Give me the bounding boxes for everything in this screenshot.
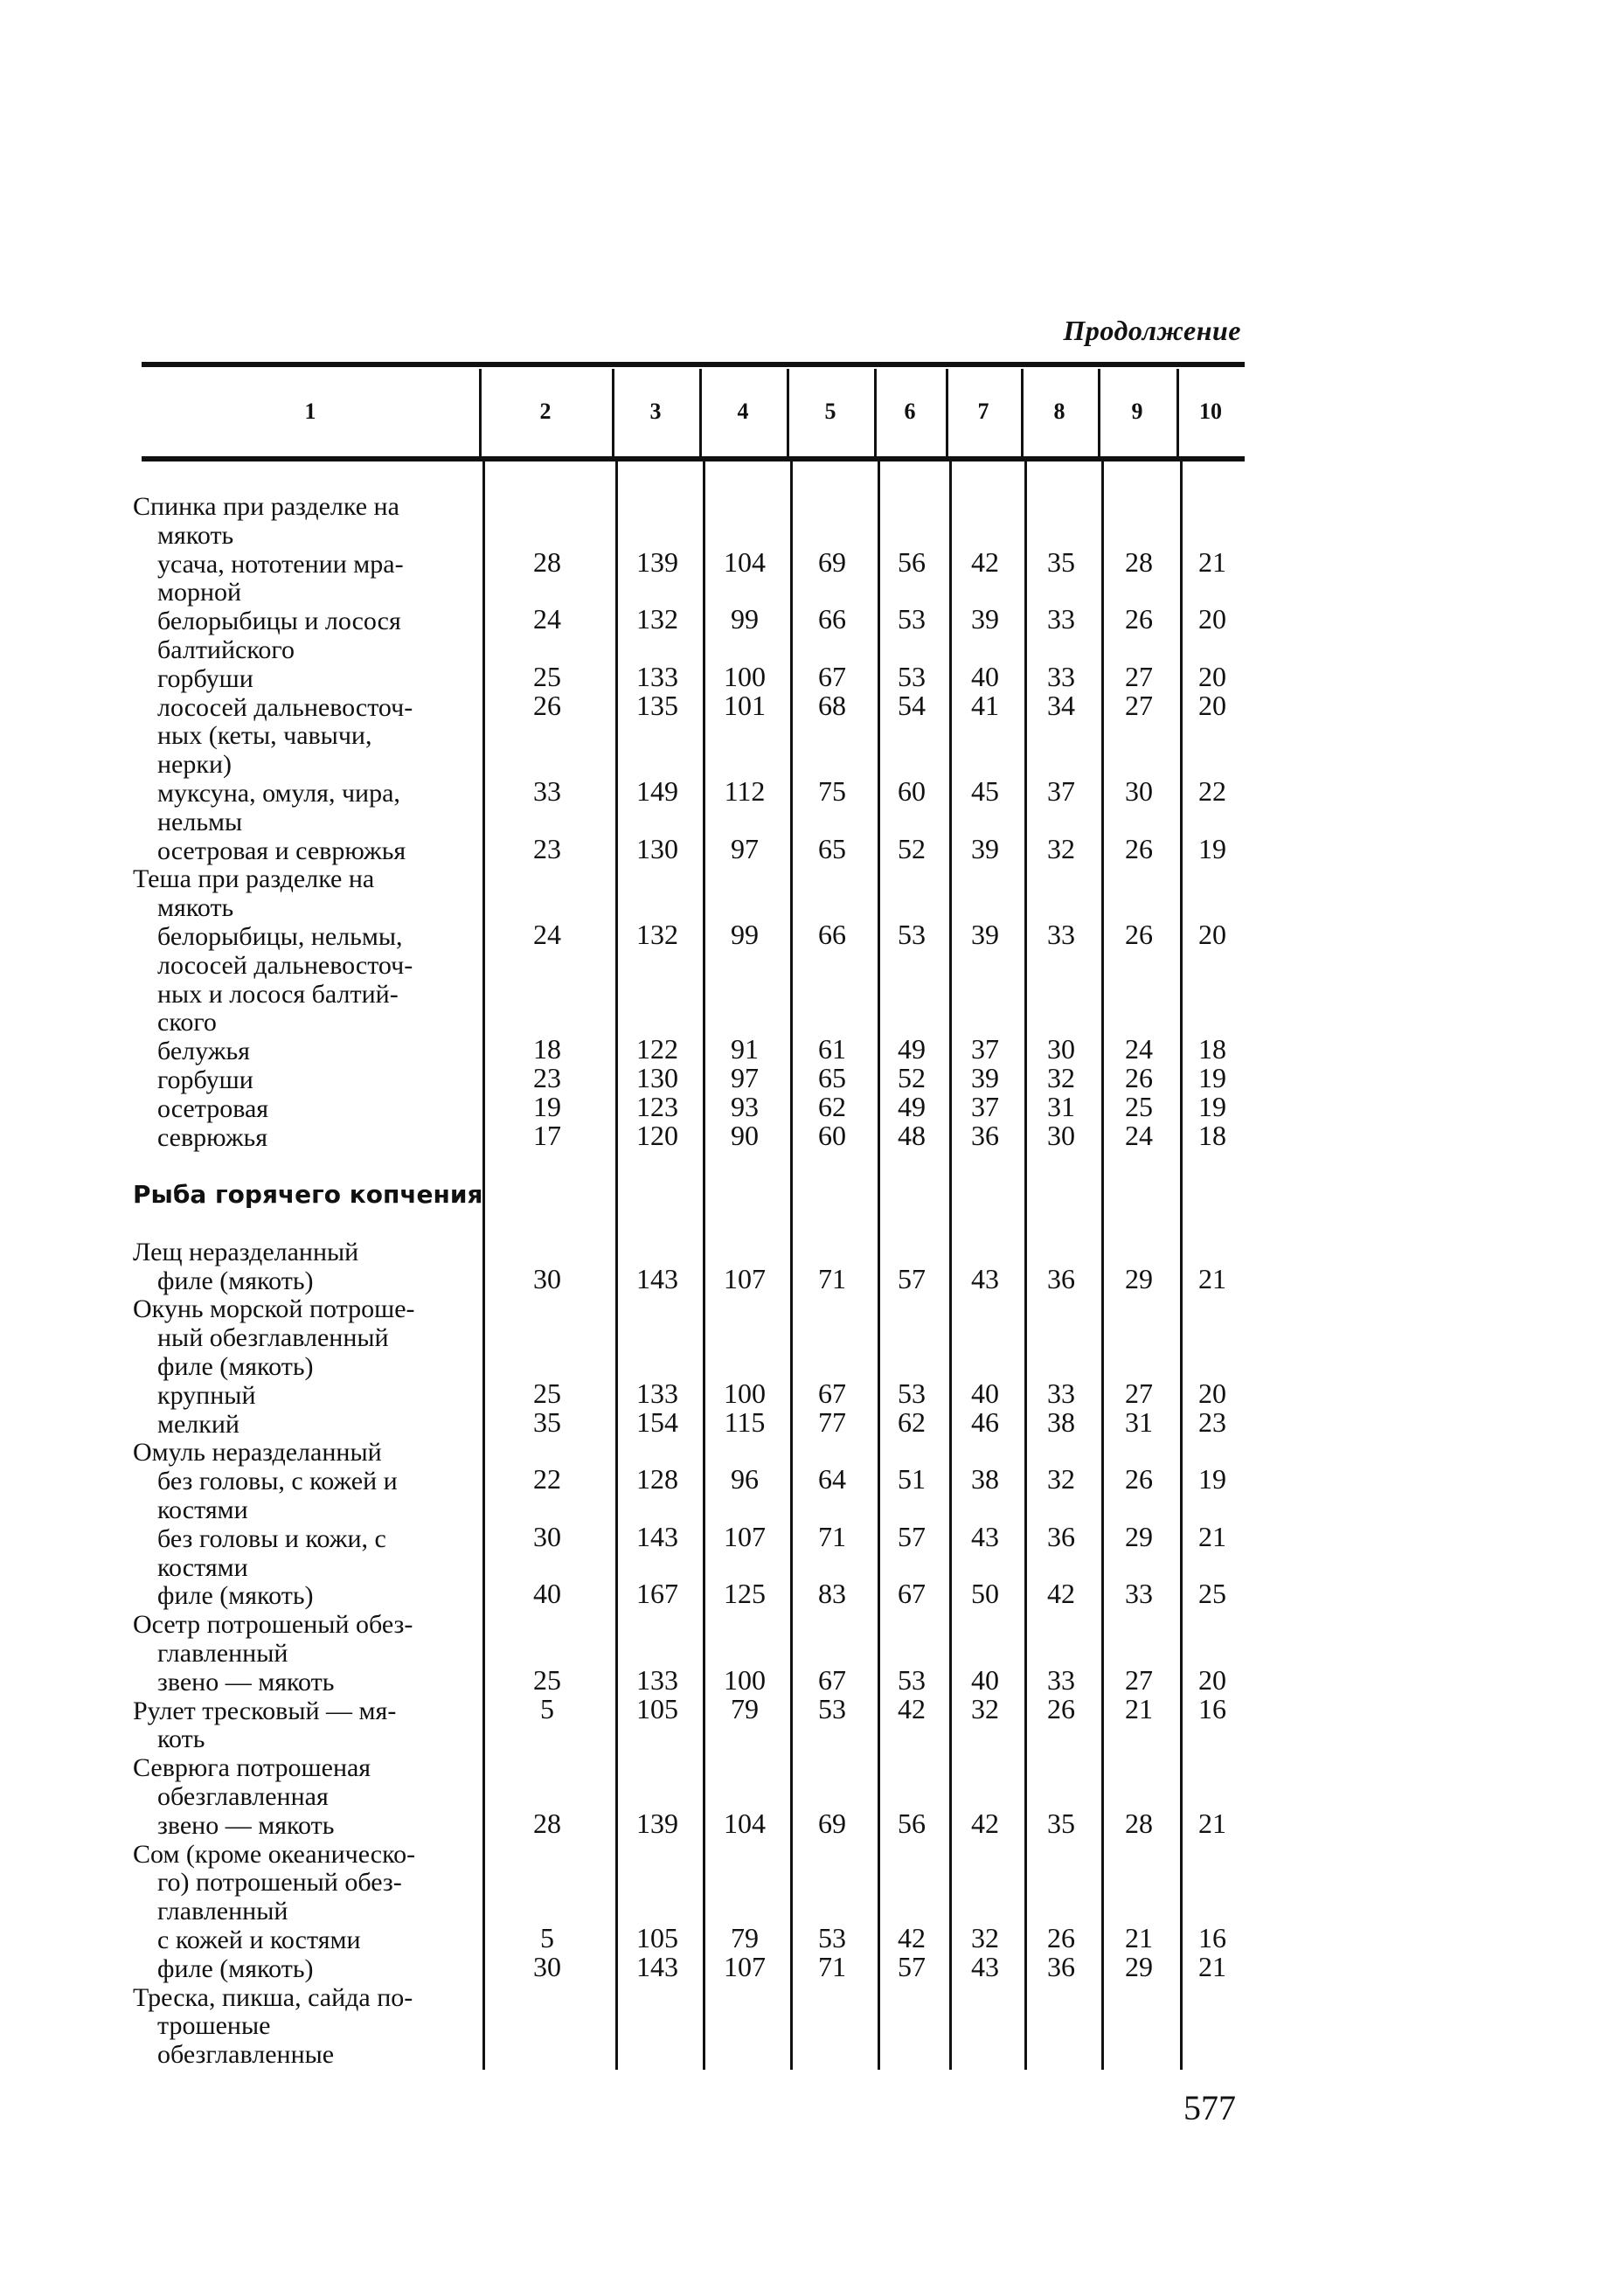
cell-value: 17 [533,1119,561,1151]
cell-value: 29 [1125,1950,1153,1982]
header-col-6: 6 [904,399,916,424]
cell-value: 19 [1198,1463,1226,1495]
cell-value: 49 [898,1090,926,1122]
cell-value: 128 [636,1463,678,1495]
cell-value: 27 [1125,1663,1153,1696]
page-number: 577 [1183,2088,1236,2127]
cell-value: 43 [971,1950,999,1982]
row-label: горбуши [157,1065,253,1094]
header-rule [142,456,1245,461]
cell-value: 40 [971,1377,999,1409]
cell-value: 16 [1198,1692,1226,1724]
row-label: балтийского [157,635,295,664]
cell-value: 77 [818,1405,846,1438]
cell-value: 90 [731,1119,759,1151]
cell-value: 34 [1047,689,1075,721]
row-label: мякоть [157,893,234,923]
cell-value: 69 [818,1807,846,1839]
cell-value: 62 [818,1090,846,1122]
row-label: белорыбицы, нельмы, [157,922,403,951]
cell-value: 43 [971,1520,999,1552]
row-label: Теша при разделке на [133,864,375,894]
header-divider [699,369,702,456]
cell-value: 20 [1198,660,1226,692]
cell-value: 107 [724,1950,766,1982]
row-label: нерки) [157,750,232,780]
row-label: муксуна, омуля, чира, [157,779,400,808]
section-heading: Рыба горячего копчения [133,1180,483,1210]
cell-value: 30 [533,1950,561,1982]
cell-value: 101 [724,689,766,721]
cell-value: 41 [971,689,999,721]
cell-value: 26 [1047,1692,1075,1724]
cell-value: 19 [1198,1062,1226,1093]
cell-value: 67 [818,1663,846,1696]
cell-value: 68 [818,689,846,721]
cell-value: 66 [818,603,846,635]
cell-value: 27 [1125,660,1153,692]
cell-value: 48 [898,1119,926,1151]
cell-value: 32 [1047,1463,1075,1495]
body-divider [703,461,705,2070]
header-divider [612,369,614,456]
cell-value: 143 [636,1950,678,1982]
cell-value: 30 [533,1520,561,1552]
cell-value: 5 [540,1922,554,1953]
cell-value: 33 [1047,1663,1075,1696]
row-label: белужья [157,1037,250,1066]
continuation-heading: Продолжение [1063,315,1241,346]
header-divider [1021,369,1024,456]
cell-value: 39 [971,1062,999,1093]
header-divider [1098,369,1100,456]
cell-value: 99 [731,919,759,950]
cell-value: 26 [1047,1922,1075,1953]
cell-value: 33 [1047,603,1075,635]
row-label: лососей дальневосточ- [157,692,413,722]
cell-value: 56 [898,1807,926,1839]
cell-value: 31 [1125,1405,1153,1438]
row-label: усача, нототении мра- [157,549,404,579]
header-col-9: 9 [1131,399,1143,424]
cell-value: 26 [1125,919,1153,950]
header-divider [946,369,948,456]
cell-value: 43 [971,1262,999,1294]
body-divider [790,461,793,2070]
row-label: с кожей и костями [157,1926,361,1954]
cell-value: 19 [1198,1090,1226,1122]
cell-value: 112 [724,775,766,807]
cell-value: 20 [1198,603,1226,635]
row-label: лососей дальневосточ- [157,950,413,980]
cell-value: 130 [636,1062,678,1093]
cell-value: 25 [533,1663,561,1696]
cell-value: 53 [898,919,926,950]
cell-value: 42 [1047,1578,1075,1610]
header-col-1: 1 [304,399,316,424]
cell-value: 52 [898,1062,926,1093]
row-label: ского [157,1008,217,1037]
cell-value: 28 [533,545,561,578]
row-label: обезглавленная [157,1782,329,1811]
header-col-3: 3 [649,399,662,424]
cell-value: 21 [1198,1950,1226,1982]
cell-value: 83 [818,1578,846,1610]
cell-value: 26 [1125,1062,1153,1093]
cell-value: 23 [533,832,561,864]
cell-value: 130 [636,832,678,864]
row-label: филе (мякоть) [157,1352,314,1381]
row-label: морной [157,578,242,607]
cell-value: 33 [1047,1377,1075,1409]
row-label: филе (мякоть) [157,1581,314,1611]
cell-value: 53 [818,1922,846,1953]
row-label: без головы и кожи, с [157,1523,386,1553]
cell-value: 32 [971,1692,999,1724]
cell-value: 51 [898,1463,926,1495]
cell-value: 133 [636,1663,678,1696]
row-label: горбуши [157,663,253,693]
cell-value: 139 [636,545,678,578]
cell-value: 25 [533,1377,561,1409]
cell-value: 97 [731,1062,759,1093]
cell-value: 24 [533,919,561,950]
header-divider [787,369,789,456]
row-label: филе (мякоть) [157,1953,314,1983]
header-col-7: 7 [977,399,989,424]
cell-value: 91 [731,1033,759,1065]
cell-value: 35 [1047,545,1075,578]
cell-value: 42 [971,1807,999,1839]
row-label: ных (кеты, чавычи, [157,721,372,751]
cell-value: 149 [636,775,678,807]
row-label: трошеные [157,2011,271,2041]
cell-value: 30 [1125,775,1153,807]
row-label: костями [157,1552,248,1582]
cell-value: 66 [818,919,846,950]
cell-value: 36 [971,1119,999,1151]
row-label: без головы, с кожей и [157,1467,398,1496]
cell-value: 79 [731,1922,759,1953]
cell-value: 67 [818,660,846,692]
cell-value: 20 [1198,1377,1226,1409]
cell-value: 33 [533,775,561,807]
cell-value: 30 [533,1262,561,1294]
cell-value: 29 [1125,1262,1153,1294]
cell-value: 52 [898,832,926,864]
cell-value: 49 [898,1033,926,1065]
row-label: белорыбицы и лосося [157,607,401,636]
row-label: Рулет тресковый — мя- [133,1696,397,1725]
cell-value: 71 [818,1950,846,1982]
cell-value: 53 [818,1692,846,1724]
row-label: нельмы [157,807,243,836]
row-label: Треска, пикша, сайда по- [133,1982,413,2012]
cell-value: 67 [818,1377,846,1409]
row-label: обезглавленные [157,2040,335,2070]
cell-value: 79 [731,1692,759,1724]
cell-value: 71 [818,1520,846,1552]
cell-value: 23 [1198,1405,1226,1438]
cell-value: 93 [731,1090,759,1122]
cell-value: 20 [1198,1663,1226,1696]
row-label: ный обезглавленный [157,1323,389,1353]
cell-value: 32 [1047,832,1075,864]
cell-value: 125 [724,1578,766,1610]
cell-value: 154 [636,1405,678,1438]
cell-value: 25 [1198,1578,1226,1610]
cell-value: 23 [533,1062,561,1093]
cell-value: 100 [724,660,766,692]
cell-value: 39 [971,832,999,864]
cell-value: 33 [1047,919,1075,950]
cell-value: 107 [724,1520,766,1552]
cell-value: 143 [636,1520,678,1552]
cell-value: 105 [636,1922,678,1953]
cell-value: 100 [724,1377,766,1409]
cell-value: 57 [898,1520,926,1552]
cell-value: 67 [898,1578,926,1610]
cell-value: 60 [818,1119,846,1151]
cell-value: 29 [1125,1520,1153,1552]
cell-value: 28 [1125,1807,1153,1839]
cell-value: 53 [898,660,926,692]
row-label: главленный [157,1639,288,1668]
row-label: Севрюга потрошеная [133,1753,371,1783]
cell-value: 21 [1198,1520,1226,1552]
cell-value: 25 [1125,1090,1153,1122]
cell-value: 64 [818,1463,846,1495]
cell-value: 167 [636,1578,678,1610]
body-divider [615,461,618,2070]
cell-value: 143 [636,1262,678,1294]
cell-value: 38 [971,1463,999,1495]
cell-value: 26 [1125,832,1153,864]
cell-value: 31 [1047,1090,1075,1122]
cell-value: 97 [731,832,759,864]
cell-value: 18 [533,1033,561,1065]
cell-value: 19 [533,1090,561,1122]
cell-value: 35 [533,1405,561,1438]
cell-value: 75 [818,775,846,807]
cell-value: 16 [1198,1922,1226,1953]
cell-value: 105 [636,1692,678,1724]
row-label: осетровая и севрюжья [157,836,406,865]
cell-value: 107 [724,1262,766,1294]
cell-value: 69 [818,545,846,578]
cell-value: 61 [818,1033,846,1065]
cell-value: 99 [731,603,759,635]
cell-value: 18 [1198,1119,1226,1151]
cell-value: 36 [1047,1520,1075,1552]
cell-value: 24 [533,603,561,635]
cell-value: 19 [1198,832,1226,864]
cell-value: 33 [1047,660,1075,692]
cell-value: 46 [971,1405,999,1438]
header-col-2: 2 [539,399,552,424]
row-label: мелкий [157,1409,239,1439]
header-divider [479,369,482,456]
cell-value: 40 [971,660,999,692]
row-label: севрюжья [157,1122,268,1152]
cell-value: 139 [636,1807,678,1839]
cell-value: 42 [971,545,999,578]
row-label: звено — мякоть [157,1667,335,1697]
cell-value: 37 [971,1033,999,1065]
cell-value: 24 [1125,1033,1153,1065]
cell-value: 120 [636,1119,678,1151]
row-label: Спинка при разделке на [133,492,399,521]
cell-value: 27 [1125,1377,1153,1409]
cell-value: 32 [1047,1062,1075,1093]
cell-value: 133 [636,660,678,692]
cell-value: 53 [898,603,926,635]
row-label: ных и лосося балтий- [157,979,399,1009]
row-label: мякоть [157,520,234,550]
cell-value: 104 [724,1807,766,1839]
header-col-4: 4 [737,399,749,424]
cell-value: 5 [540,1692,554,1724]
cell-value: 39 [971,919,999,950]
cell-value: 20 [1198,689,1226,721]
cell-value: 39 [971,603,999,635]
row-label: Сом (кроме океаническо- [133,1839,416,1869]
header-col-5: 5 [824,399,836,424]
body-divider [482,461,485,2070]
row-label: звено — мякоть [157,1810,335,1840]
cell-value: 26 [1125,1463,1153,1495]
cell-value: 96 [731,1463,759,1495]
header-divider [1176,369,1179,456]
cell-value: 123 [636,1090,678,1122]
cell-value: 122 [636,1033,678,1065]
table-header-row [142,367,1245,456]
cell-value: 22 [1198,775,1226,807]
cell-value: 62 [898,1405,926,1438]
cell-value: 53 [898,1377,926,1409]
header-divider [874,369,877,456]
cell-value: 133 [636,1377,678,1409]
row-label: костями [157,1495,248,1524]
cell-value: 30 [1047,1033,1075,1065]
cell-value: 57 [898,1950,926,1982]
row-label: Осетр потрошеный обез- [133,1610,413,1640]
row-label: коть [157,1724,205,1754]
cell-value: 36 [1047,1950,1075,1982]
cell-value: 26 [1125,603,1153,635]
cell-value: 30 [1047,1119,1075,1151]
row-label: главленный [157,1897,288,1926]
row-label: Лещ неразделанный [133,1237,359,1266]
cell-value: 21 [1125,1692,1153,1724]
row-label: осетровая [157,1093,269,1123]
cell-value: 26 [533,689,561,721]
cell-value: 115 [724,1405,766,1438]
cell-value: 35 [1047,1807,1075,1839]
cell-value: 37 [971,1090,999,1122]
row-label: Окунь морской потроше- [133,1294,415,1324]
cell-value: 65 [818,832,846,864]
cell-value: 132 [636,919,678,950]
cell-value: 60 [898,775,926,807]
cell-value: 71 [818,1262,846,1294]
cell-value: 21 [1198,545,1226,578]
cell-value: 56 [898,545,926,578]
cell-value: 33 [1125,1578,1153,1610]
cell-value: 40 [971,1663,999,1696]
cell-value: 100 [724,1663,766,1696]
cell-value: 132 [636,603,678,635]
cell-value: 28 [1125,545,1153,578]
cell-value: 21 [1125,1922,1153,1953]
cell-value: 38 [1047,1405,1075,1438]
cell-value: 36 [1047,1262,1075,1294]
row-label: крупный [157,1380,256,1410]
cell-value: 18 [1198,1033,1226,1065]
cell-value: 53 [898,1663,926,1696]
cell-value: 27 [1125,689,1153,721]
cell-value: 25 [533,660,561,692]
cell-value: 40 [533,1578,561,1610]
row-label: Омуль неразделанный [133,1438,382,1468]
cell-value: 37 [1047,775,1075,807]
cell-value: 24 [1125,1119,1153,1151]
cell-value: 28 [533,1807,561,1839]
cell-value: 20 [1198,919,1226,950]
cell-value: 42 [898,1922,926,1953]
cell-value: 42 [898,1692,926,1724]
row-label: го) потрошеный обез- [157,1868,402,1898]
cell-value: 54 [898,689,926,721]
header-col-10: 10 [1199,399,1222,424]
cell-value: 65 [818,1062,846,1093]
cell-value: 45 [971,775,999,807]
header-col-8: 8 [1053,399,1065,424]
cell-value: 21 [1198,1807,1226,1839]
row-label: филе (мякоть) [157,1266,314,1295]
cell-value: 50 [971,1578,999,1610]
cell-value: 104 [724,545,766,578]
cell-value: 22 [533,1463,561,1495]
cell-value: 21 [1198,1262,1226,1294]
cell-value: 135 [636,689,678,721]
cell-value: 57 [898,1262,926,1294]
cell-value: 32 [971,1922,999,1953]
